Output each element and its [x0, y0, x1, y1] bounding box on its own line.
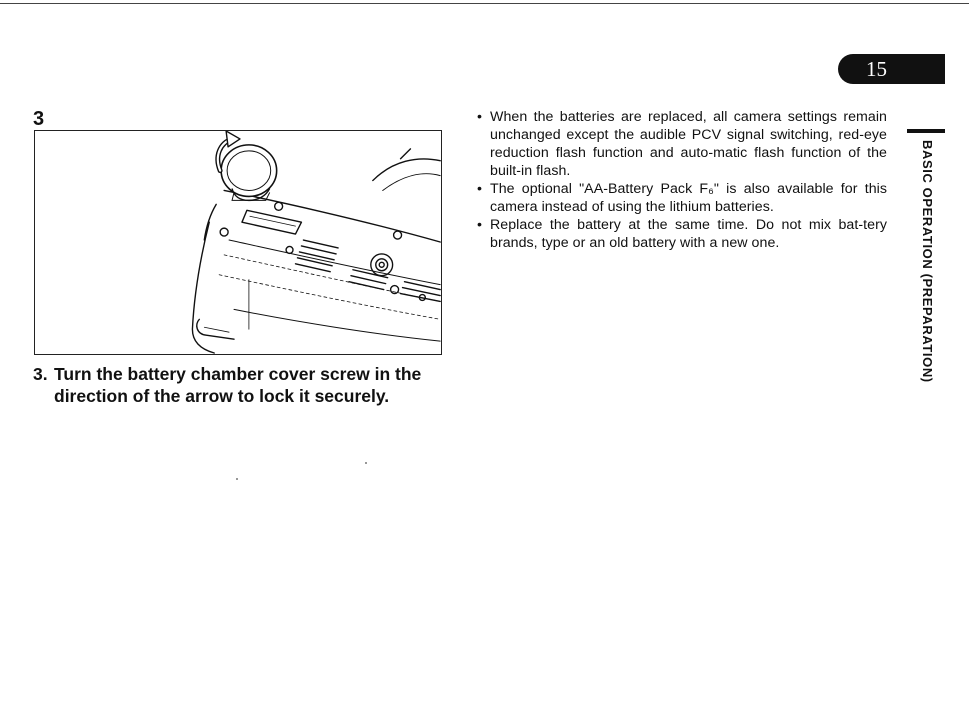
caption-line-2: direction of the arrow to lock it securely. — [54, 386, 390, 406]
bullet-icon: • — [477, 109, 483, 125]
note-item — [477, 216, 887, 252]
notes-list — [477, 108, 887, 252]
caption-line-1: Turn the battery chamber cover screw in the — [54, 364, 422, 384]
top-rule — [0, 3, 969, 4]
step-caption — [33, 363, 453, 407]
scan-speck — [236, 478, 238, 480]
note-item — [477, 108, 887, 180]
page-number-tab — [838, 54, 945, 84]
note-text: Replace the battery at the same time. Do not mix bat-tery brands, type or an old battery with a new one. — [490, 217, 887, 251]
bullet-icon: • — [477, 181, 483, 197]
step-number: 3 — [33, 108, 45, 130]
page-number: 15 — [866, 57, 887, 81]
note-text: The optional "AA-Battery Pack F₆" is also available for this camera instead of using the lithium batteries. — [490, 181, 887, 215]
bullet-icon: • — [477, 217, 483, 233]
section-label: BASIC OPERATION (PREPARATION) — [920, 140, 935, 383]
section-marker — [907, 129, 945, 133]
note-item — [477, 180, 887, 216]
scan-speck — [365, 462, 367, 464]
caption-number: 3. — [33, 364, 48, 384]
camera-bottom-illustration — [35, 131, 441, 354]
camera-figure — [34, 130, 442, 355]
note-text: When the batteries are replaced, all camera settings remain unchanged except the audible PCV signal switching, red-eye reduction flash function and auto-matic flash function of the built-in flash. — [490, 109, 887, 179]
